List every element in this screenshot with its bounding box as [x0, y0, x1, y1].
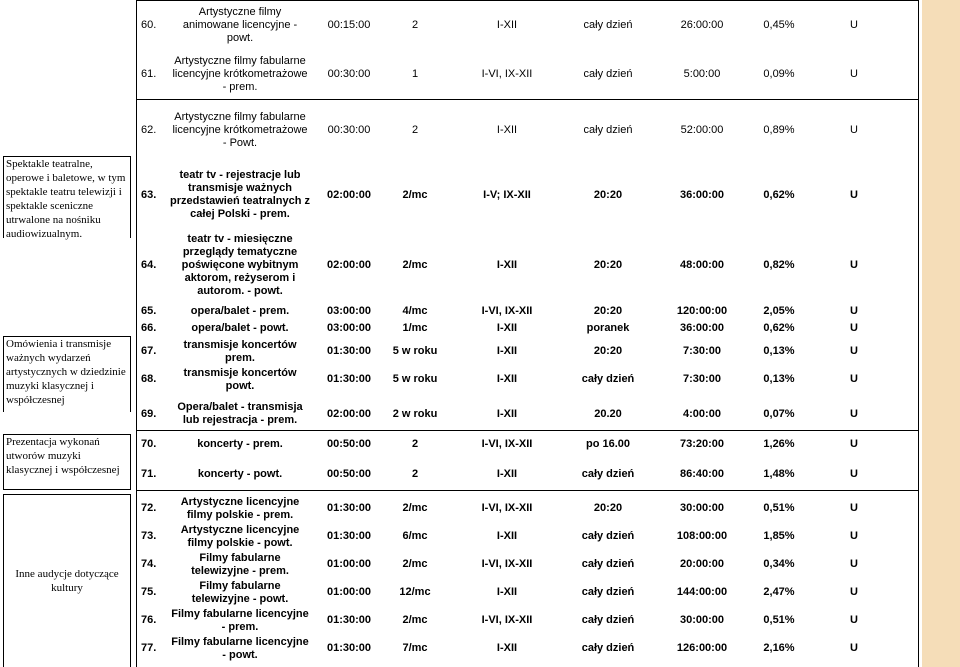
row-title: Filmy fabularne licencyjne - prem.	[171, 607, 309, 633]
row-duration: 01:00:00	[326, 586, 372, 598]
row-number: 77.	[141, 642, 157, 654]
row-duration: 00:30:00	[327, 123, 371, 136]
row-title: transmisje koncertów prem.	[183, 338, 297, 364]
row-number: 66.	[141, 321, 157, 334]
row-duration: 01:30:00	[326, 642, 372, 654]
category-theatre	[3, 156, 131, 238]
row-flag: U	[850, 614, 858, 626]
row-share: 1,48%	[763, 467, 795, 480]
row-title: Artystyczne filmy fabularne licencyjne krótkometrażowe - Powt.	[172, 110, 308, 149]
category-theatre-label: Spektakle teatralne, operowe i baletowe, w tym spektakle teatru telewizji i spektakle sceniczne utrwalone na nośniku audiowizualnym.	[6, 158, 126, 240]
row-divider	[136, 490, 919, 491]
row-frequency: 5 w roku	[392, 373, 438, 385]
category-events	[3, 336, 131, 412]
row-frequency: 2	[411, 123, 419, 136]
row-months: I-XII	[496, 18, 518, 31]
row-time: 20:20	[593, 345, 623, 357]
table-row	[136, 52, 920, 96]
category-classical-label: Prezentacja wykonań utworów muzyki klasycznej i współczesnej	[6, 436, 120, 476]
category-other-label: Inne audycje dotyczące kultury	[15, 568, 119, 594]
row-title: Artystyczne licencyjne filmy polskie - powt.	[180, 523, 300, 549]
row-total: 36:00:00	[679, 188, 725, 201]
row-number: 76.	[141, 614, 157, 626]
row-total: 52:00:00	[680, 123, 724, 136]
row-title: opera/balet - prem.	[190, 304, 290, 317]
row-months: I-VI, IX-XII	[481, 437, 533, 450]
row-flag: U	[850, 407, 858, 420]
row-share: 0,51%	[763, 502, 795, 514]
row-flag: U	[850, 321, 858, 334]
row-total: 4:00:00	[683, 407, 721, 420]
row-frequency: 2/mc	[402, 502, 428, 514]
table-row	[136, 164, 920, 226]
row-months: I-V; IX-XII	[483, 188, 531, 201]
row-title: opera/balet - powt.	[191, 321, 289, 334]
table-row	[136, 108, 920, 152]
table-row	[136, 397, 920, 431]
row-flag: U	[850, 502, 858, 514]
table-row	[136, 337, 920, 366]
row-time: poranek	[586, 321, 630, 334]
table-row	[136, 365, 920, 394]
row-flag: U	[850, 642, 858, 654]
row-total: 144:00:00	[676, 586, 728, 598]
row-duration: 02:00:00	[326, 258, 372, 271]
row-divider	[136, 99, 919, 100]
category-events-label: Omówienia i transmisje ważnych wydarzeń artystycznych w dziedzinie muzyki klasycznej i współczesnej	[6, 338, 126, 406]
table-row	[136, 303, 920, 319]
row-months: I-VI, IX-XII	[481, 304, 533, 317]
row-months: I-XII	[496, 258, 518, 271]
row-total: 30:00:00	[679, 502, 725, 514]
row-duration: 00:50:00	[326, 467, 372, 480]
row-months: I-XII	[496, 123, 518, 136]
row-number: 65.	[141, 304, 157, 317]
row-flag: U	[850, 188, 858, 201]
row-flag: U	[850, 304, 858, 317]
row-number: 62.	[141, 123, 157, 136]
row-total: 86:40:00	[679, 467, 725, 480]
row-total: 48:00:00	[679, 258, 725, 271]
row-frequency: 4/mc	[402, 304, 428, 317]
row-number: 63.	[141, 188, 157, 201]
row-share: 0,07%	[763, 407, 795, 420]
row-number: 70.	[141, 437, 157, 450]
row-share: 0,62%	[763, 188, 795, 201]
row-months: I-XII	[496, 586, 518, 598]
row-total: 26:00:00	[680, 18, 724, 31]
row-total: 108:00:00	[676, 530, 728, 542]
row-share: 0,09%	[763, 67, 795, 80]
row-months: I-XII	[496, 407, 518, 420]
table-row	[136, 466, 920, 482]
row-number: 73.	[141, 530, 157, 542]
row-share: 0,13%	[763, 373, 795, 385]
row-frequency: 2	[411, 467, 419, 480]
table-row	[136, 606, 920, 635]
row-title: Filmy fabularne telewizyjne - prem.	[191, 551, 289, 577]
row-flag: U	[850, 67, 858, 80]
row-title: Artystyczne licencyjne filmy polskie - prem.	[180, 495, 300, 521]
row-duration: 00:15:00	[327, 18, 371, 31]
row-duration: 00:50:00	[326, 437, 372, 450]
row-number: 69.	[141, 407, 157, 420]
row-number: 72.	[141, 502, 157, 514]
row-months: I-VI, IX-XII	[481, 558, 533, 570]
category-other	[3, 494, 131, 667]
row-title: Artystyczne filmy animowane licencyjne - powt.	[182, 5, 298, 44]
row-frequency: 12/mc	[399, 586, 431, 598]
row-frequency: 2/mc	[402, 558, 428, 570]
row-frequency: 2 w roku	[392, 407, 438, 420]
row-frequency: 2/mc	[402, 614, 428, 626]
row-total: 36:00:00	[679, 321, 725, 334]
row-share: 1,26%	[763, 437, 795, 450]
row-title: teatr tv - rejestracje lub transmisje ważnych przedstawień teatralnych z całej Polski - prem.	[170, 169, 310, 220]
row-total: 30:00:00	[679, 614, 725, 626]
row-share: 0,51%	[763, 614, 795, 626]
row-time: cały dzień	[581, 467, 635, 480]
row-months: I-XII	[496, 530, 518, 542]
row-duration: 01:00:00	[326, 558, 372, 570]
row-total: 73:20:00	[679, 437, 725, 450]
row-share: 0,89%	[763, 123, 795, 136]
row-share: 2,47%	[763, 586, 795, 598]
row-time: cały dzień	[583, 123, 633, 136]
row-duration: 01:30:00	[326, 345, 372, 357]
row-time: cały dzień	[581, 586, 635, 598]
row-title: koncerty - powt.	[197, 467, 283, 480]
row-time: cały dzień	[581, 373, 635, 385]
row-months: I-VI, IX-XII	[481, 67, 533, 80]
table-row	[136, 550, 920, 579]
row-time: cały dzień	[581, 558, 635, 570]
row-flag: U	[850, 586, 858, 598]
row-flag: U	[850, 467, 858, 480]
row-total: 126:00:00	[676, 642, 728, 654]
row-duration: 00:30:00	[327, 67, 371, 80]
row-duration: 02:00:00	[326, 407, 372, 420]
row-time: cały dzień	[581, 642, 635, 654]
row-frequency: 6/mc	[402, 530, 428, 542]
row-number: 68.	[141, 373, 157, 385]
row-time: 20:20	[593, 502, 623, 514]
row-flag: U	[850, 18, 858, 31]
row-number: 75.	[141, 586, 157, 598]
row-divider	[136, 0, 919, 1]
row-flag: U	[850, 530, 858, 542]
row-share: 2,05%	[763, 304, 795, 317]
row-duration: 01:30:00	[326, 373, 372, 385]
row-title: transmisje koncertów powt.	[183, 366, 297, 392]
row-duration: 01:30:00	[326, 614, 372, 626]
row-title: Artystyczne filmy fabularne licencyjne krótkometrażowe - prem.	[172, 54, 308, 93]
row-duration: 03:00:00	[326, 304, 372, 317]
row-flag: U	[850, 345, 858, 357]
row-total: 7:30:00	[683, 345, 721, 357]
table-row	[136, 634, 920, 663]
row-months: I-VI, IX-XII	[481, 502, 533, 514]
row-number: 74.	[141, 558, 157, 570]
right-edge-band	[922, 0, 960, 667]
row-months: I-XII	[496, 642, 518, 654]
row-frequency: 1/mc	[402, 321, 428, 334]
row-share: 0,34%	[763, 558, 795, 570]
row-months: I-XII	[496, 321, 518, 334]
row-time: cały dzień	[583, 67, 633, 80]
table-row	[136, 494, 920, 523]
row-share: 0,13%	[763, 345, 795, 357]
table-row	[136, 4, 920, 46]
row-duration: 03:00:00	[326, 321, 372, 334]
row-share: 2,16%	[763, 642, 795, 654]
row-months: I-XII	[496, 373, 518, 385]
row-total: 5:00:00	[683, 67, 721, 80]
row-share: 0,82%	[763, 258, 795, 271]
row-title: Filmy fabularne telewizyjne - powt.	[191, 579, 289, 605]
row-number: 64.	[141, 258, 157, 271]
row-title: Opera/balet - transmisja lub rejestracja - prem.	[177, 401, 303, 426]
row-time: 20:20	[593, 258, 623, 271]
row-frequency: 2	[411, 18, 419, 31]
row-flag: U	[850, 558, 858, 570]
category-classical	[3, 434, 131, 490]
row-number: 71.	[141, 467, 157, 480]
row-duration: 01:30:00	[326, 530, 372, 542]
row-share: 0,62%	[763, 321, 795, 334]
table-row	[136, 522, 920, 551]
row-total: 20:00:00	[679, 558, 725, 570]
table-row	[136, 578, 920, 607]
row-time: po 16.00	[585, 437, 631, 450]
table-row	[136, 320, 920, 336]
row-time: cały dzień	[581, 530, 635, 542]
row-flag: U	[850, 258, 858, 271]
row-duration: 01:30:00	[326, 502, 372, 514]
row-duration: 02:00:00	[326, 188, 372, 201]
row-share: 0,45%	[763, 18, 795, 31]
row-time: 20:20	[593, 304, 623, 317]
row-title: Filmy fabularne licencyjne - powt.	[171, 635, 309, 661]
row-frequency: 2	[411, 437, 419, 450]
table-row	[136, 228, 920, 302]
row-flag: U	[850, 373, 858, 385]
row-months: I-XII	[496, 467, 518, 480]
row-time: 20.20	[594, 407, 622, 420]
row-frequency: 1	[411, 67, 419, 80]
row-total: 7:30:00	[683, 373, 721, 385]
row-months: I-XII	[496, 345, 518, 357]
row-share: 1,85%	[763, 530, 795, 542]
row-frequency: 5 w roku	[392, 345, 438, 357]
row-time: cały dzień	[581, 614, 635, 626]
row-frequency: 2/mc	[402, 188, 428, 201]
row-time: 20:20	[593, 188, 623, 201]
row-title: teatr tv - miesięczne przeglądy tematyczne poświęcone wybitnym aktorom, reżyserom i autorom. - powt.	[181, 232, 299, 297]
row-total: 120:00:00	[676, 304, 728, 317]
row-months: I-VI, IX-XII	[481, 614, 533, 626]
row-number: 61.	[141, 67, 157, 80]
row-flag: U	[850, 123, 858, 136]
row-number: 60.	[141, 18, 157, 31]
row-frequency: 2/mc	[402, 258, 428, 271]
table-row	[136, 436, 920, 452]
row-flag: U	[850, 437, 858, 450]
row-title: koncerty - prem.	[197, 437, 283, 450]
row-time: cały dzień	[583, 18, 633, 31]
row-frequency: 7/mc	[402, 642, 428, 654]
row-number: 67.	[141, 345, 157, 357]
